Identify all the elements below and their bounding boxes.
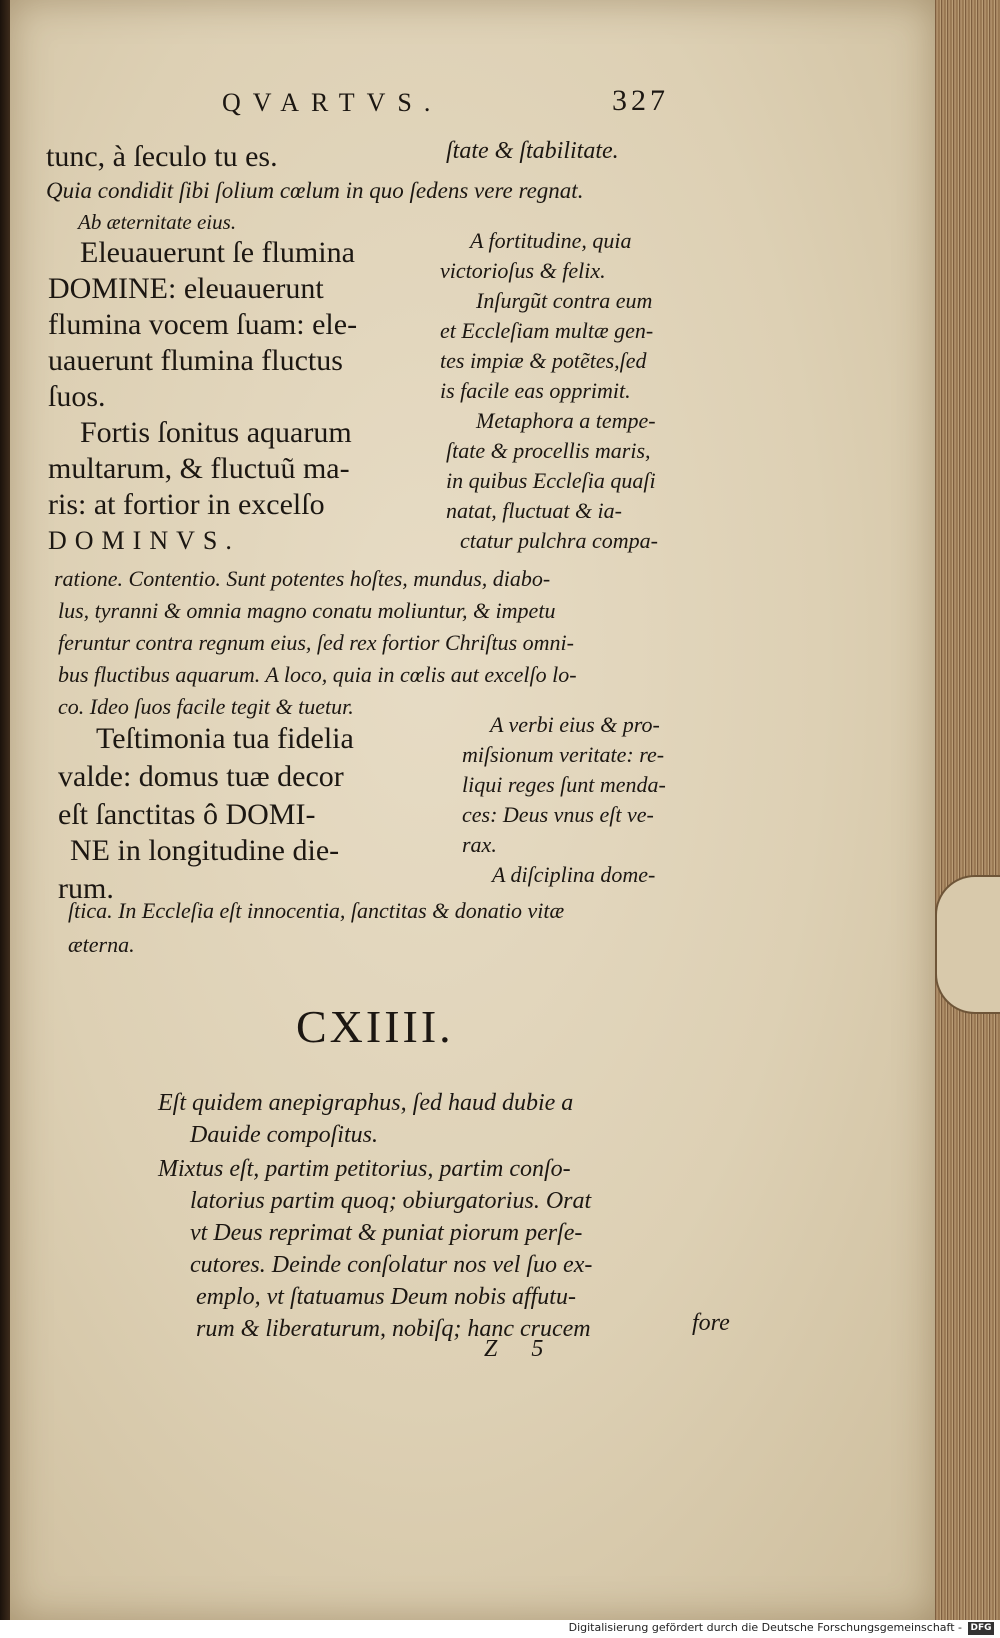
note-line: ſtica. In Eccleſia eſt innocentia, ſanctitas & donatio vitæ — [68, 898, 565, 923]
margin-note: liqui reges ſunt menda- — [462, 772, 666, 797]
psalm-heading: CXIIII. — [296, 1001, 454, 1052]
margin-note: ctatur pulchra compa- — [460, 528, 658, 553]
note-line: co. Ideo ſuos facile tegit & tuetur. — [58, 694, 354, 719]
text-line: valde: domus tuæ decor — [58, 760, 344, 793]
argument-line: rum & liberaturum, nobiſq; hanc crucem — [196, 1316, 591, 1342]
note-line: feruntur contra regnum eius, ſed rex fortior Chriſtus omni- — [58, 630, 574, 655]
margin-note: miſsionum veritate: re- — [462, 742, 665, 767]
margin-note: ces: Deus vnus eſt ve- — [462, 802, 654, 827]
argument-line: Dauide compoſitus. — [190, 1122, 378, 1148]
note-line: Quia condidit ſibi ſolium cœlum in quo ſedens vere regnat. — [46, 178, 584, 203]
margin-note: A verbi eius & pro- — [490, 712, 660, 737]
signature-mark: Z 5 — [484, 1336, 558, 1362]
argument-line: Mixtus eſt, partim petitorius, partim conſo- — [158, 1156, 571, 1182]
text-line: Eleuauerunt ſe flumina — [80, 236, 355, 269]
text-line: ſuos. — [48, 380, 106, 413]
text-line: multarum, & fluctuũ ma- — [48, 452, 350, 485]
text-line: Fortis ſonitus aquarum — [80, 416, 352, 449]
catchword: fore — [692, 1310, 730, 1336]
text-line: tunc, à ſeculo tu es. — [46, 140, 278, 173]
text-line: DOMINVS. — [48, 526, 240, 555]
text-line: flumina vocem ſuam: ele- — [48, 308, 358, 341]
page-number: 327 — [612, 84, 669, 117]
margin-note: Inſurgũt contra eum — [476, 288, 653, 313]
argument-line: Eſt quidem anepigraphus, ſed haud dubie a — [158, 1090, 574, 1116]
note-line: Ab æternitate eius. — [78, 210, 237, 234]
footer-bar — [0, 1620, 1000, 1638]
clasp-tab — [935, 875, 1000, 1014]
argument-line: cutores. Deinde conſolatur nos vel ſuo ex- — [190, 1252, 593, 1278]
text-line: Teſtimonia tua fidelia — [96, 722, 354, 755]
argument-line: vt Deus reprimat & puniat piorum perſe- — [190, 1220, 583, 1246]
dfg-logo: DFG — [968, 1622, 994, 1635]
margin-note: rax. — [462, 832, 497, 857]
note-line: ratione. Contentio. Sunt potentes hoſtes, mundus, diabo- — [54, 566, 551, 591]
running-title: QVARTVS. — [222, 88, 443, 117]
text-line: rum. — [58, 872, 114, 905]
margin-note: is facile eas opprimit. — [440, 378, 631, 403]
margin-note: natat, fluctuat & ia- — [446, 498, 622, 523]
footer-credit: Digitalisierung gefördert durch die Deutsche Forschungsgemeinschaft - — [568, 1621, 962, 1634]
note-line: lus, tyranni & omnia magno conatu moliuntur, & impetu — [58, 598, 556, 623]
argument-line: latorius partim quoq; obiurgatorius. Orat — [190, 1188, 592, 1214]
margin-note: ſtate & ſtabilitate. — [446, 138, 619, 164]
margin-note: ſtate & procellis maris, — [446, 438, 651, 463]
text-line: eſt ſanctitas ô DOMI- — [58, 798, 316, 831]
text-line: DOMINE: eleuauerunt — [48, 272, 324, 305]
page-edges — [935, 0, 1000, 1620]
margin-note: et Eccleſiam multæ gen- — [440, 318, 654, 343]
margin-note: tes impiæ & potẽtes,ſed — [440, 348, 647, 373]
margin-note: A fortitudine, quia — [470, 228, 632, 253]
margin-note: A diſciplina dome- — [492, 862, 656, 887]
note-line: æterna. — [68, 932, 135, 957]
text-line: NE in longitudine die- — [70, 834, 340, 867]
argument-line: emplo, vt ſtatuamus Deum nobis affutu- — [196, 1284, 576, 1310]
margin-note: Metaphora a tempe- — [476, 408, 656, 433]
margin-note: victorioſus & felix. — [440, 258, 606, 283]
text-line: uauerunt flumina fluctus — [48, 344, 343, 377]
text-line: ris: at fortior in excelſo — [48, 488, 325, 521]
margin-note: in quibus Eccleſia quaſi — [446, 468, 656, 493]
note-line: bus fluctibus aquarum. A loco, quia in cœlis aut excelſo lo- — [58, 662, 577, 687]
